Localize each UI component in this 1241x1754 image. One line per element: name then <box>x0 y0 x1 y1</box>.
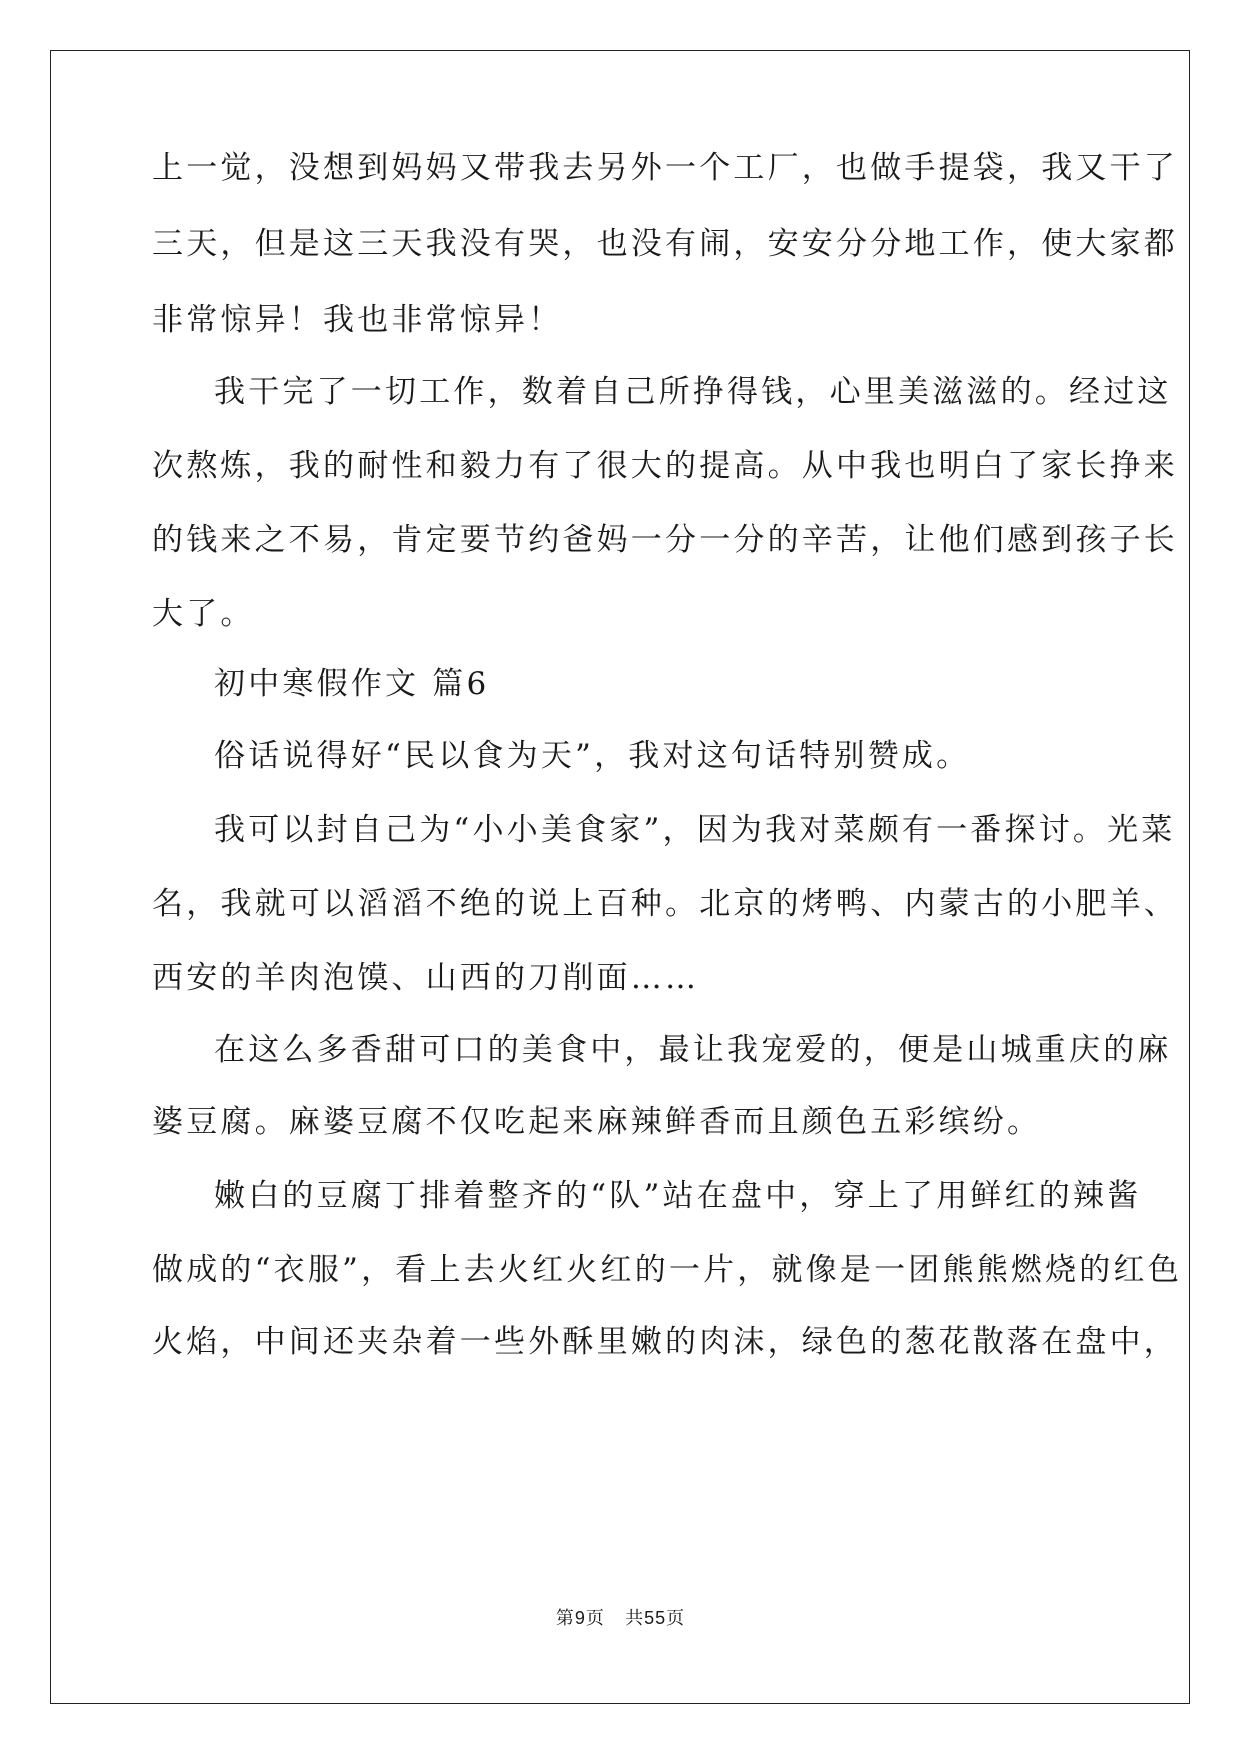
paragraph-line: 非常惊异！我也非常惊异！ <box>152 302 563 338</box>
page-footer <box>0 1606 1241 1631</box>
paragraph-line: 做成的“衣服”，看上去火红火红的一片，就像是一团熊熊燃烧的红色 <box>152 1252 1182 1288</box>
paragraph-line: 嫩白的豆腐丁排着整齐的“队”站在盘中，穿上了用鲜红的辣酱 <box>214 1178 1142 1214</box>
paragraph-line: 火焰，中间还夹杂着一些外酥里嫩的肉沫，绿色的葱花散落在盘中， <box>152 1324 1178 1360</box>
section-heading: 初中寒假作文 篇6 <box>214 666 490 702</box>
page-border <box>50 50 1190 1704</box>
footer-page-word: 页 <box>585 1608 605 1629</box>
paragraph-line: 我干完了一切工作，数着自己所挣得钱，心里美滋滋的。经过这 <box>214 374 1172 410</box>
paragraph-line: 婆豆腐。麻婆豆腐不仅吃起来麻辣鲜香而且颜色五彩缤纷。 <box>152 1104 1042 1140</box>
paragraph-line: 名，我就可以滔滔不绝的说上百种。北京的烤鸭、内蒙古的小肥羊、 <box>152 886 1178 922</box>
paragraph-line: 上一觉，没想到妈妈又带我去另外一个工厂，也做手提袋，我又干了 <box>152 150 1178 186</box>
paragraph-line: 三天，但是这三天我没有哭，也没有闹，安安分分地工作，使大家都 <box>152 226 1178 262</box>
paragraph-line: 大了。 <box>152 596 255 632</box>
current-page-number: 9 <box>574 1608 586 1628</box>
footer-prefix: 第 <box>555 1608 575 1629</box>
paragraph-line: 次熬炼，我的耐性和毅力有了很大的提高。从中我也明白了家长挣来 <box>152 448 1178 484</box>
paragraph-line: 在这么多香甜可口的美食中，最让我宠爱的，便是山城重庆的麻 <box>214 1032 1172 1068</box>
footer-total-suffix: 页 <box>666 1608 686 1629</box>
paragraph-line: 西安的羊肉泡馍、山西的刀削面…… <box>152 960 700 996</box>
paragraph-line: 的钱来之不易，肯定要节约爸妈一分一分的辛苦，让他们感到孩子长 <box>152 522 1178 558</box>
paragraph-line: 俗话说得好“民以食为天”，我对这句话特别赞成。 <box>214 738 971 774</box>
total-pages-number: 55 <box>644 1608 667 1628</box>
footer-total-prefix: 共 <box>625 1608 645 1629</box>
paragraph-line: 我可以封自己为“小小美食家”，因为我对菜颇有一番探讨。光菜 <box>214 812 1176 848</box>
